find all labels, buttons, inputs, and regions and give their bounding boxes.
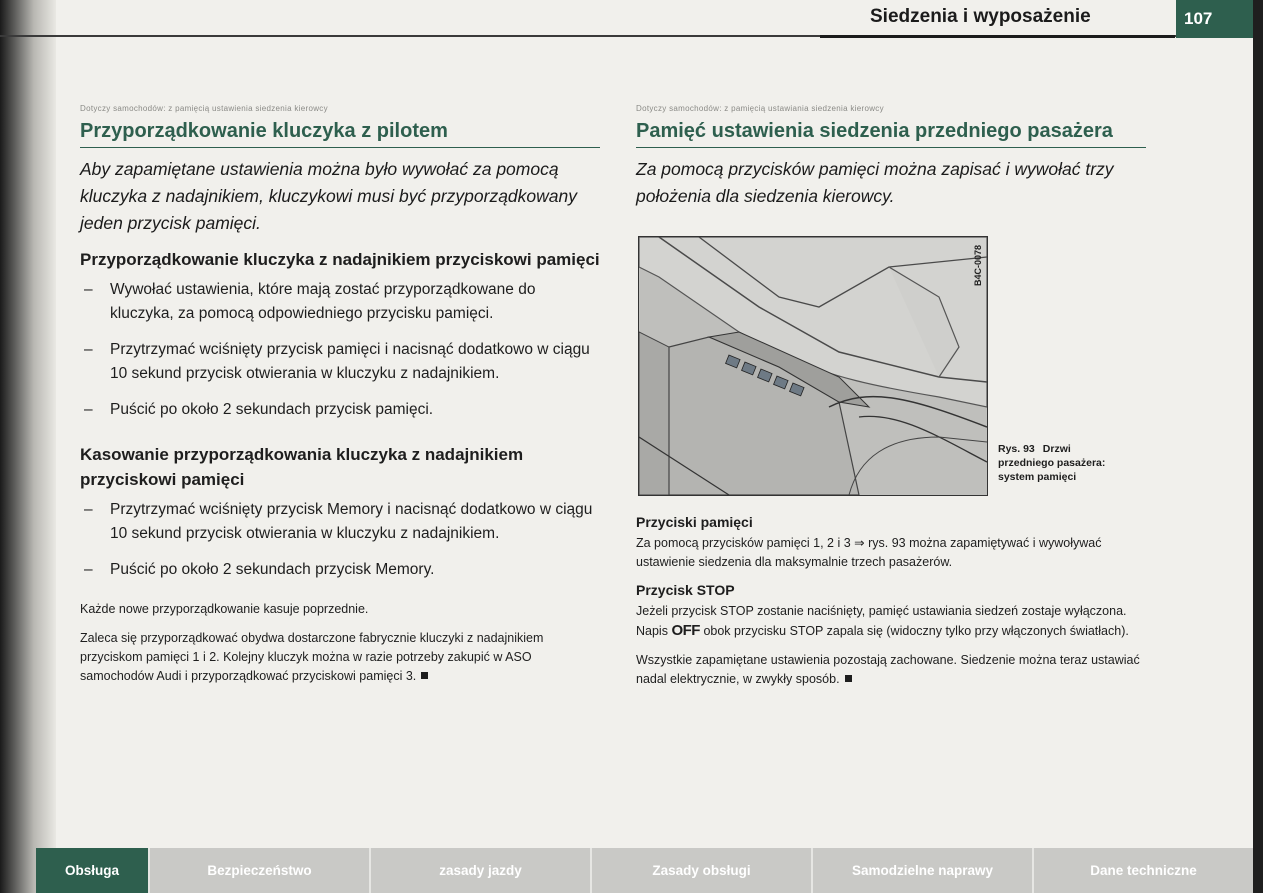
door-illustration — [638, 236, 988, 496]
figure-caption — [998, 442, 1118, 484]
step-list — [80, 498, 600, 582]
subsection-heading: Przycisk STOP — [636, 582, 735, 598]
door-memory-buttons-drawing — [639, 237, 987, 495]
paragraph — [636, 651, 1146, 689]
chapter-tab-bar — [36, 848, 1253, 893]
figure — [636, 236, 1146, 498]
list-item: – Puścić po około 2 sekundach przycisk pamięci. — [80, 398, 600, 422]
right-column — [636, 104, 1146, 695]
section-title: Pamięć ustawienia siedzenia przedniego pasażera — [636, 119, 1146, 148]
tab-bezpieczenstwo[interactable]: Bezpieczeństwo — [148, 848, 369, 893]
note-paragraph — [80, 629, 600, 686]
header-underline — [820, 35, 1175, 38]
figure-caption-text: Drzwi przedniego pasażera: system pamięci — [998, 443, 1106, 483]
paragraph — [636, 602, 1146, 641]
figure-code: B4C-0078 — [973, 245, 983, 287]
tab-dane-techniczne[interactable]: Dane techniczne — [1032, 848, 1253, 893]
page-number: 107 — [1176, 0, 1253, 38]
figure-label: Rys. 93 — [998, 443, 1035, 455]
section-lead: Za pomocą przycisków pamięci można zapisać i wywołać trzy położenia dla siedzenia kierowcy. — [636, 159, 1114, 206]
stop-text-end: obok przycisku STOP zapala się (widoczny tylko przy włączonych światłach). — [703, 624, 1129, 638]
end-mark-icon — [421, 672, 428, 679]
tab-zasady-jazdy[interactable]: zasady jazdy — [369, 848, 590, 893]
end-mark-icon — [845, 675, 852, 682]
running-header-title: Siedzenia i wyposażenie — [870, 6, 1091, 27]
list-item: – Wywołać ustawienia, które mają zostać przyporządkowane do kluczyka, za pomocą odpowiedniego przycisku pamięci. — [80, 278, 600, 326]
off-indicator-label: OFF — [671, 622, 700, 639]
applicability-note: Dotyczy samochodów: z pamięcią ustawienia siedzenia kierowcy — [80, 104, 328, 113]
subsection-heading: Przyciski pamięci — [636, 514, 753, 530]
subsection-heading: Kasowanie przyporządkowania kluczyka z nadajnikiem przyciskowi pamięci — [80, 445, 524, 489]
section-lead: Aby zapamiętane ustawienia można było wywołać za pomocą kluczyka z nadajnikiem, kluczykowi musi być przyporządkowany jeden przycisk pamięci. — [80, 159, 577, 233]
list-item: – Przytrzymać wciśnięty przycisk pamięci i nacisnąć dodatkowo w ciągu 10 sekund przycisk otwierania w kluczyku z nadajnikiem. — [80, 338, 600, 386]
book-spine-shadow — [0, 0, 56, 893]
step-list — [80, 278, 600, 422]
tab-samodzielne-naprawy[interactable]: Samodzielne naprawy — [811, 848, 1032, 893]
applicability-note: Dotyczy samochodów: z pamięcią ustawiania siedzenia kierowcy — [636, 104, 884, 113]
note-text: Zaleca się przyporządkować obydwa dostarczone fabrycznie kluczyki z nadajnikiem przyciskom pamięci 1 i 2. Kolejny kluczyk można w razie potrzeby zakupić w ASO samochodów Audi i przyporządkować przyciskowi pamięci 3. — [80, 631, 544, 683]
subsection-heading: Przyporządkowanie kluczyka z nadajnikiem przyciskowi pamięci — [80, 250, 600, 269]
left-column — [80, 104, 600, 696]
page-edge — [1253, 0, 1263, 893]
section-title: Przyporządkowanie kluczyka z pilotem — [80, 119, 600, 148]
final-text: Wszystkie zapamiętane ustawienia pozostają zachowane. Siedzenie można teraz ustawiać nadal elektrycznie, w zwykły sposób. — [636, 653, 1140, 686]
paragraph: Za pomocą przycisków pamięci 1, 2 i 3 ⇒ rys. 93 można zapamiętywać i wywoływać ustawienie siedzenia dla maksymalnie trzech pasażerów. — [636, 536, 1102, 569]
tab-zasady-obslugi[interactable]: Zasady obsługi — [590, 848, 811, 893]
tab-obsluga[interactable]: Obsługa — [36, 848, 148, 893]
list-item: – Przytrzymać wciśnięty przycisk Memory i nacisnąć dodatkowo w ciągu 10 sekund przycisk otwierania w kluczyku z nadajnikiem. — [80, 498, 600, 546]
stop-text-start: Jeżeli przycisk STOP zostanie naciśnięty, pamięć ustawiania siedzeń zostaje wyłączona. Napis — [636, 604, 1127, 638]
list-item: – Puścić po około 2 sekundach przycisk Memory. — [80, 558, 600, 582]
note-paragraph: Każde nowe przyporządkowanie kasuje poprzednie. — [80, 602, 369, 616]
